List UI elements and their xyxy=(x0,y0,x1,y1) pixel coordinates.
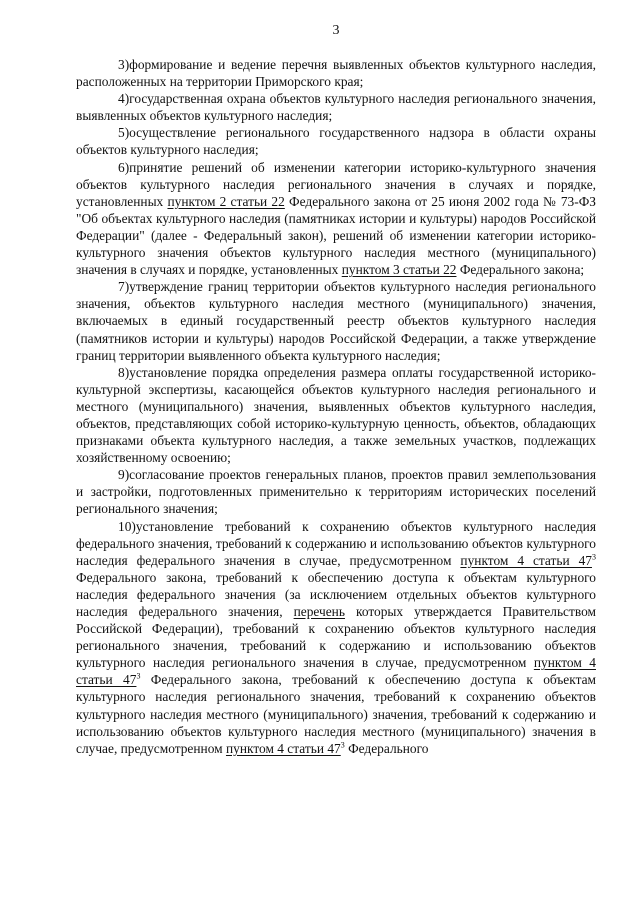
superscript-article-suffix: 3 xyxy=(591,552,596,562)
paragraph-p9 xyxy=(76,466,596,517)
law-reference-link[interactable]: пунктом 4 статьи 47 xyxy=(460,552,592,568)
paragraph-p3 xyxy=(76,56,596,90)
paragraph-p8 xyxy=(76,364,596,467)
paragraph-text: 9)согласование проектов генеральных планов, проектов правил землепользования и застройки, подготовленных применительно к территориям исторических поселений регионального значения; xyxy=(76,467,596,517)
paragraph-text: 5)осуществление регионального государственного надзора в области охраны объектов культурного наследия; xyxy=(76,125,596,158)
law-reference-link[interactable]: пунктом 4 статьи 47 xyxy=(76,655,596,688)
document-page xyxy=(76,22,596,757)
paragraph-text: 4)государственная охрана объектов культурного наследия регионального значения, выявленных объектов культурного наследия; xyxy=(76,91,596,124)
paragraph-text: Федерального закона, требований к обеспечению доступа к объектам культурного наследия федерального значения (за исключением отдельных объектов культурного наследия федерального значения, xyxy=(76,569,596,619)
page-number: 3 xyxy=(332,23,340,38)
paragraph-text: которых утверждается Правительством Российской Федерации), требований к сохранению объектов культурного наследия регионального значения, требований к содержанию и использованию объектов культурного наследия регионального значения в случае, предусмотренном xyxy=(76,604,596,671)
law-reference-link[interactable]: пунктом 4 статьи 47 xyxy=(225,740,341,756)
paragraph-text: 8)установление порядка определения размера оплаты государственной историко-культурной экспертизы, касающейся объектов культурного наследия регионального и местного (муниципального) значения, выявленных объектов культурного наследия, объектов, представляющих собой историко-культурную ценность, объектов, обладающих признаками объекта культурного наследия, а также земельных участков, подлежащих хозяйственному освоению; xyxy=(76,364,596,466)
paragraph-text: Федерального закона; xyxy=(456,262,585,278)
paragraph-p6 xyxy=(76,159,596,279)
law-reference-link[interactable]: пунктом 3 статьи 22 xyxy=(341,262,457,278)
paragraph-text: 7)утверждение границ территории объектов культурного наследия регионального значения, объектов культурного наследия местного (муниципального) значения, включаемых в единый государственный реестр объектов культурного наследия (памятников истории и культуры) народов Российской Федерации, а также утверждение границ территории выявленного объекта культурного наследия; xyxy=(76,279,596,363)
superscript-article-suffix: 3 xyxy=(136,671,141,681)
superscript-article-suffix: 3 xyxy=(340,740,345,750)
law-reference-link[interactable]: перечень xyxy=(293,604,345,619)
document-body xyxy=(76,56,596,757)
paragraph-text: Федерального xyxy=(344,740,429,756)
paragraph-text: Федерального закона от 25 июня 2002 года № 73-ФЗ "Об объектах культурного наследия (памятниках истории и культуры) народов Российской Федерации" (далее - Федеральный закон), решений об изменении категории историко-культурного значения объектов культурного наследия местного (муниципального) значения в случаях и порядке, установленных xyxy=(76,193,596,278)
paragraph-p10 xyxy=(76,518,596,757)
paragraph-text: 3)формирование и ведение перечня выявленных объектов культурного наследия, расположенных на территории Приморского края; xyxy=(76,57,596,90)
law-reference-link[interactable]: пунктом 2 статьи 22 xyxy=(167,193,285,209)
paragraph-text: Федерального закона, требований к обеспечению доступа к объектам культурного наследия регионального значения, требований к сохранению объектов культурного наследия местного (муниципального) значения, требований к содержанию и использованию объектов культурного наследия местного (муниципального) значения в случае, предусмотренном xyxy=(76,672,597,756)
paragraph-p7 xyxy=(76,278,596,363)
paragraph-p5 xyxy=(76,124,596,158)
paragraph-text: 10)установление требований к сохранению объектов культурного наследия федерального значения, требований к содержанию и использованию объектов культурного наследия федерального значения в случае, предусмотренном xyxy=(76,518,596,568)
paragraph-p4 xyxy=(76,90,596,124)
paragraph-text: 6)принятие решений об изменении категории историко-культурного значения объектов культурного наследия регионального значения в случаях и порядке, установленных xyxy=(76,159,596,209)
